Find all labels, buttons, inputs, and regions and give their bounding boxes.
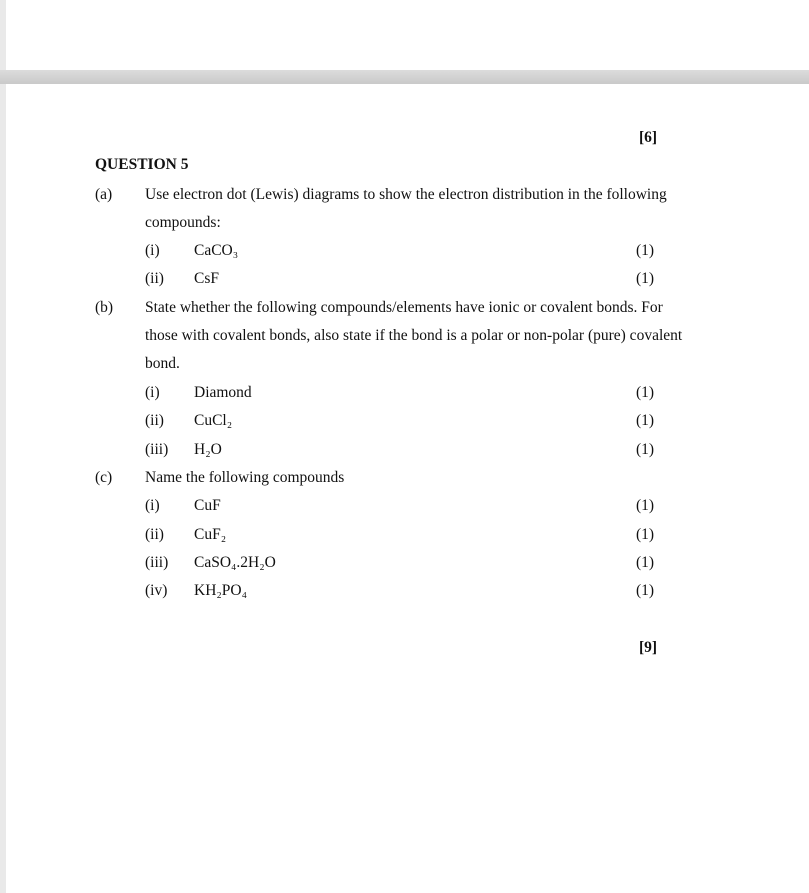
question-title: QUESTION 5: [95, 156, 189, 173]
part-b-item-1-marks: (1): [636, 384, 655, 401]
part-c-item-2-number: (ii): [145, 526, 164, 543]
part-c-item-4-text: KH₂PO₄: [194, 582, 248, 599]
part-b-text-line3: bond.: [145, 355, 180, 372]
previous-total-marks: [6]: [639, 129, 658, 146]
part-b-item-2-number: (ii): [145, 412, 164, 429]
part-c-item-1-marks: (1): [636, 497, 655, 514]
part-a-item-2-text: CsF: [194, 270, 219, 287]
part-a-item-1-text: CaCO₃: [194, 242, 239, 259]
part-a-text-line2: compounds:: [145, 214, 221, 231]
part-c-text-line1: Name the following compounds: [145, 469, 345, 486]
part-b-text-line2: those with covalent bonds, also state if the bond is a polar or non-polar (pure) covalent: [145, 327, 683, 344]
part-c-number: (c): [95, 469, 113, 486]
part-b-item-2-text: CuCl₂: [194, 412, 233, 429]
previous-page: [6, 0, 809, 70]
document-page: [6, 84, 809, 893]
part-b-text-line1: State whether the following compounds/elements have ionic or covalent bonds. For: [145, 299, 663, 316]
part-b-item-3-text: H₂O: [194, 441, 222, 458]
part-a-item-1-marks: (1): [636, 242, 655, 259]
part-b-item-1-text: Diamond: [194, 384, 252, 401]
part-c-item-4-marks: (1): [636, 582, 655, 599]
part-a-item-1-number: (i): [145, 242, 160, 259]
part-a-item-2-number: (ii): [145, 270, 164, 287]
part-b-item-2-marks: (1): [636, 412, 655, 429]
part-b-item-1-number: (i): [145, 384, 160, 401]
part-c-item-4-number: (iv): [145, 582, 168, 599]
part-c-item-3-text: CaSO₄.2H₂O: [194, 554, 276, 571]
part-b-item-3-marks: (1): [636, 441, 655, 458]
page-separator: [0, 70, 809, 84]
part-c-item-3-number: (iii): [145, 554, 169, 571]
part-c-item-1-number: (i): [145, 497, 160, 514]
part-a-number: (a): [95, 186, 113, 203]
part-b-number: (b): [95, 299, 114, 316]
part-c-item-2-text: CuF₂: [194, 526, 227, 543]
part-a-text-line1: Use electron dot (Lewis) diagrams to show the electron distribution in the following: [145, 186, 667, 203]
part-a-item-2-marks: (1): [636, 270, 655, 287]
part-c-item-3-marks: (1): [636, 554, 655, 571]
question-total-marks: [9]: [639, 639, 658, 656]
part-c-item-1-text: CuF: [194, 497, 221, 514]
part-b-item-3-number: (iii): [145, 441, 169, 458]
part-c-item-2-marks: (1): [636, 526, 655, 543]
